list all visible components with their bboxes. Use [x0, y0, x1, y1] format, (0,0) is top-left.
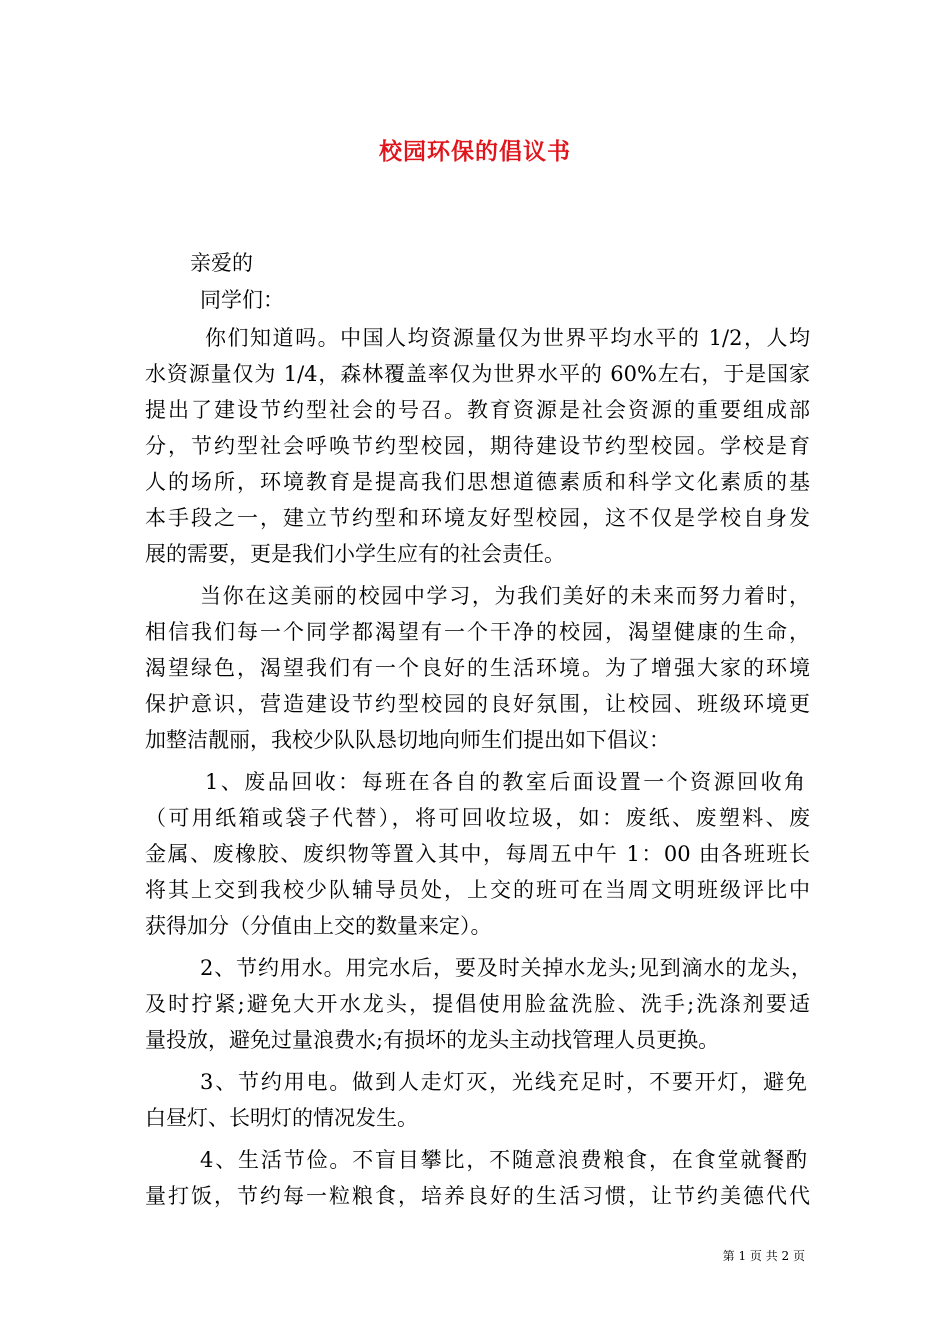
proposal-item-1-line: 将其上交到我校少队辅导员处，上交的班可在当周文明班级评比中 — [145, 878, 810, 902]
proposal-item-2-line: 量投放，避免过量浪费水;有损坏的龙头主动找管理人员更换。 — [145, 1028, 720, 1052]
proposal-item-2-line: 及时拧紧;避免大开水龙头，提倡使用脸盆洗脸、洗手;洗涤剂要适 — [145, 992, 810, 1016]
salutation-line-1: 亲爱的 — [190, 251, 253, 275]
page-number: 第 1 页 共 2 页 — [722, 1249, 805, 1263]
proposal-item-4-line: 量打饭，节约每一粒粮食，培养良好的生活习惯，让节约美德代代 — [145, 1184, 810, 1208]
paragraph-line: 加整洁靓丽，我校少队队恳切地向师生们提出如下倡议： — [145, 728, 670, 752]
proposal-item-3-line: 白昼灯、长明灯的情况发生。 — [145, 1106, 418, 1130]
paragraph-line: 人的场所，环境教育是提高我们思想道德素质和科学文化素质的基 — [145, 470, 810, 494]
paragraph-line: 相信我们每一个同学都渴望有一个干净的校园，渴望健康的生命， — [145, 620, 810, 644]
proposal-item-1-line: 获得加分（分值由上交的数量来定）。 — [145, 914, 492, 938]
paragraph-line: 当你在这美丽的校园中学习，为我们美好的未来而努力着时， — [200, 584, 810, 608]
paragraph-line: 本手段之一，建立节约型和环境友好型校园，这不仅是学校自身发 — [145, 506, 810, 530]
paragraph-line: 提出了建设节约型社会的号召。教育资源是社会资源的重要组成部 — [145, 398, 810, 422]
proposal-item-1-line: 1、废品回收：每班在各自的教室后面设置一个资源回收角 — [205, 770, 805, 794]
paragraph-line: 你们知道吗。中国人均资源量仅为世界平均水平的 1/2，人均 — [205, 326, 810, 350]
paragraph-line: 水资源量仅为 1/4，森林覆盖率仅为世界水平的 60%左右，于是国家 — [145, 362, 810, 386]
paragraph-line: 渴望绿色，渴望我们有一个良好的生活环境。为了增强大家的环境 — [145, 656, 810, 680]
paragraph-line: 展的需要，更是我们小学生应有的社会责任。 — [145, 542, 565, 566]
proposal-item-2-line: 2、节约用水。用完水后，要及时关掉水龙头;见到滴水的龙头， — [200, 956, 812, 980]
paragraph-line: 分，节约型社会呼唤节约型校园，期待建设节约型校园。学校是育 — [145, 434, 810, 458]
paragraph-line: 保护意识，营造建设节约型校园的良好氛围，让校园、班级环境更 — [145, 692, 810, 716]
proposal-item-1-line: 金属、废橡胶、废织物等置入其中，每周五中午 1：00 由各班班长 — [145, 842, 810, 866]
salutation-line-2: 同学们： — [200, 288, 284, 312]
document-title: 校园环保的倡议书 — [379, 138, 571, 165]
proposal-item-1-line: （可用纸箱或袋子代替），将可回收垃圾，如：废纸、废塑料、废 — [145, 806, 810, 830]
proposal-item-3-line: 3、节约用电。做到人走灯灭，光线充足时，不要开灯，避免 — [200, 1070, 807, 1094]
proposal-item-4-line: 4、生活节俭。不盲目攀比，不随意浪费粮食，在食堂就餐酌 — [200, 1148, 807, 1172]
